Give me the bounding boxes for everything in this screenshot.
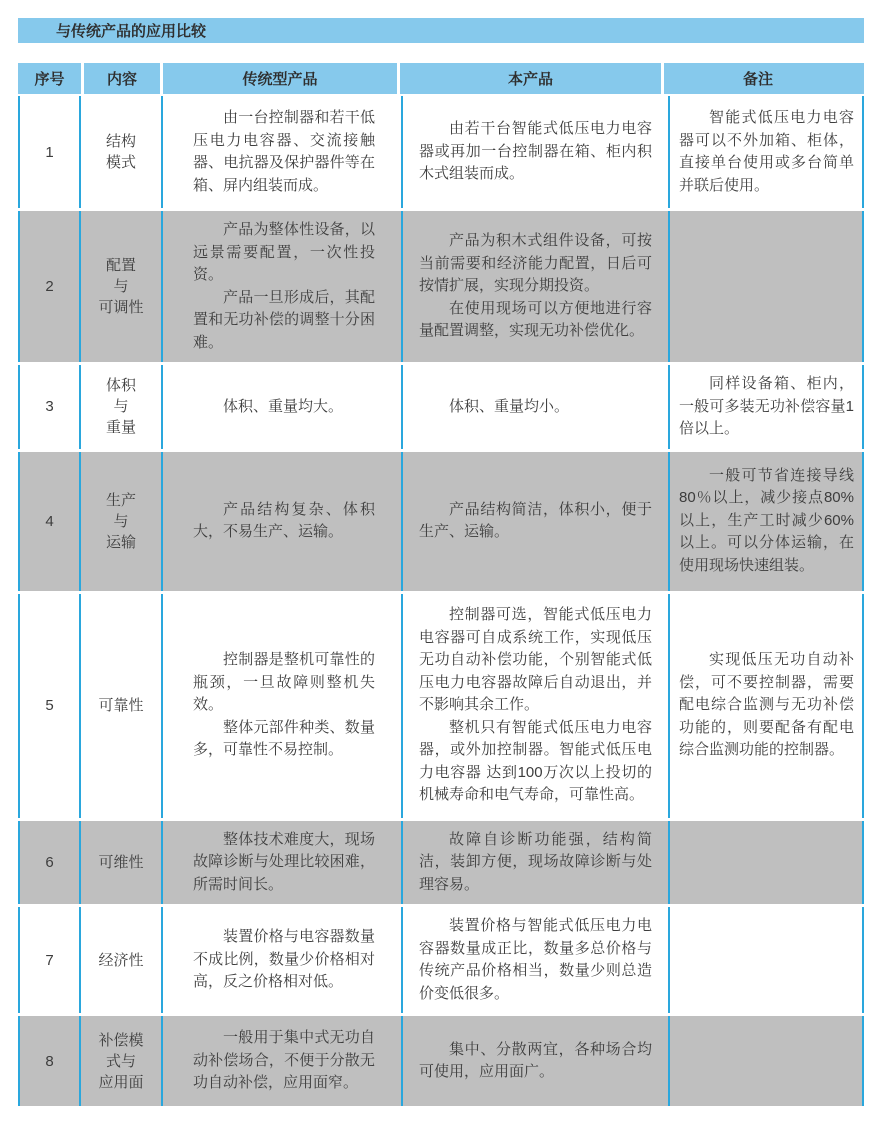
cell-no: 4 (18, 452, 81, 591)
paragraph: 控制器可选，智能式低压电力电容器可自成系统工作，实现低压无功自动补偿功能，个别智能式低压电力电容器故障后自动退出，并不影响其余工作。 (419, 606, 652, 714)
cell-traditional (163, 907, 403, 1013)
cell-remark (670, 211, 864, 362)
content-line: 可调性 (98, 299, 144, 316)
cell-content (81, 907, 163, 1013)
table-row (18, 594, 864, 821)
cell-content (81, 594, 163, 818)
paragraph: 故障自诊断功能强，结构简洁，装卸方便，现场故障诊断与处理容易。 (419, 830, 652, 893)
section-title: 与传统产品的应用比较 (56, 23, 207, 40)
header-this-product: 本产品 (397, 63, 661, 94)
cell-no: 6 (18, 821, 81, 905)
header-traditional-product: 传统型产品 (160, 63, 397, 94)
paragraph: 整体技术难度大，现场故障诊断与处理比较困难，所需时间长。 (193, 830, 375, 893)
cell-remark (670, 907, 864, 1013)
content-line: 与 (113, 512, 129, 530)
content-line: 补偿模 (98, 1031, 144, 1049)
content-line: 重量 (105, 419, 136, 437)
content-line: 结构 (105, 133, 136, 150)
paragraph: 整机只有智能式低压电力电容器，或外加控制器。智能式低压电力电容器 达到100万次以上投切的机械寿命和电气寿命，可靠性高。 (419, 718, 652, 804)
paragraph: 同样设备箱、柜内，一般可多装无功补偿容量1倍以上。 (679, 375, 854, 437)
table-row (18, 452, 864, 594)
cell-remark (670, 821, 864, 905)
paragraph: 实现低压无功自动补偿，可不要控制器，需要配电综合监测与无功补偿功能的，则要配备有配电综合监测功能的控制器。 (679, 651, 854, 759)
content-line: 经济性 (98, 951, 144, 969)
paragraph: 一般可节省连接导线80％以上，减少接点80%以上，生产工时减少60%以上。可以分体运输，在使用现场快速组装。 (679, 466, 854, 574)
table-row (18, 907, 864, 1016)
cell-traditional (163, 365, 403, 449)
content-line: 可维性 (98, 853, 144, 871)
cell-no: 3 (18, 365, 81, 449)
paragraph: 产品结构复杂、体积大，不易生产、运输。 (193, 500, 375, 540)
cell-traditional (163, 821, 403, 905)
cell-traditional (163, 96, 403, 208)
content-line: 体积 (105, 377, 136, 395)
paragraph: 一般用于集中式无功自动补偿场合，不便于分散无功自动补偿，应用面窄。 (193, 1029, 375, 1092)
cell-content (81, 1016, 163, 1106)
cell-no: 1 (18, 96, 81, 208)
content-line: 配置 (105, 257, 136, 274)
cell-remark (670, 1016, 864, 1106)
cell-remark (670, 452, 864, 591)
cell-remark (670, 594, 864, 818)
content-line: 与 (113, 398, 129, 416)
content-line: 生产 (105, 491, 136, 509)
cell-no: 8 (18, 1016, 81, 1106)
paragraph: 智能式低压电力电容器可以不外加箱、柜体，直接单台使用或多台简单并联后使用。 (679, 109, 854, 194)
content-line: 模式 (105, 154, 136, 171)
cell-remark (670, 96, 864, 208)
cell-product (403, 907, 670, 1013)
paragraph: 装置价格与智能式低压电力电容器数量成正比，数量多总价格与传统产品价格相当，数量少则总造价变低很多。 (419, 917, 652, 1002)
paragraph: 整体元部件种类、数量多，可靠性不易控制。 (193, 718, 375, 759)
cell-product (403, 821, 670, 905)
cell-product (403, 594, 670, 818)
content-line: 应用面 (98, 1073, 144, 1091)
paragraph: 体积、重量均小。 (449, 397, 570, 415)
cell-traditional (163, 1016, 403, 1106)
table-header-row (18, 63, 864, 94)
cell-content (81, 821, 163, 905)
paragraph: 体积、重量均大。 (223, 397, 344, 415)
section-title-bar (18, 18, 864, 43)
cell-traditional (163, 594, 403, 818)
paragraph: 由一台控制器和若干低压电力电容器、交流接触器、电抗器及保护器件等在箱、屏内组装而成。 (193, 109, 375, 194)
cell-product (403, 1016, 670, 1106)
content-line: 式与 (105, 1052, 136, 1070)
paragraph: 在使用现场可以方便地进行容量配置调整，实现无功补偿优化。 (419, 299, 652, 340)
cell-product (403, 365, 670, 449)
cell-content (81, 211, 163, 362)
paragraph: 产品为整体性设备，以远景需要配置，一次性投资。 (193, 221, 375, 283)
paragraph: 产品结构简洁，体积小，便于生产、运输。 (419, 500, 652, 540)
cell-product (403, 96, 670, 208)
paragraph: 产品一旦形成后，其配置和无功补偿的调整十分困难。 (193, 288, 375, 351)
header-remark: 备注 (661, 63, 852, 94)
table-body (18, 96, 864, 1109)
cell-product (403, 452, 670, 591)
cell-content (81, 365, 163, 449)
cell-no: 7 (18, 907, 81, 1013)
paragraph: 集中、分散两宜，各种场合均可使用，应用面广。 (419, 1040, 652, 1080)
cell-no: 2 (18, 211, 81, 362)
table-row (18, 1016, 864, 1109)
cell-product (403, 211, 670, 362)
header-content: 内容 (81, 63, 160, 94)
cell-traditional (163, 452, 403, 591)
content-line: 与 (113, 278, 129, 295)
comparison-table (18, 63, 864, 1109)
cell-no: 5 (18, 594, 81, 818)
cell-remark (670, 365, 864, 449)
table-row (18, 96, 864, 211)
paragraph: 产品为积木式组件设备，可按当前需要和经济能力配置，日后可按情扩展，实现分期投资。 (419, 232, 652, 295)
cell-content (81, 96, 163, 208)
table-row (18, 211, 864, 365)
content-line: 可靠性 (98, 697, 144, 714)
header-no: 序号 (34, 71, 65, 88)
paragraph: 装置价格与电容器数量不成比例，数量少价格相对高，反之价格相对低。 (193, 928, 375, 991)
table-row (18, 365, 864, 452)
cell-content (81, 452, 163, 591)
paragraph: 由若干台智能式低压电力电容器或再加一台控制器在箱、柜内积木式组装而成。 (419, 120, 652, 183)
content-line: 运输 (105, 533, 136, 551)
cell-traditional (163, 211, 403, 362)
table-row (18, 821, 864, 908)
paragraph: 控制器是整机可靠性的瓶颈，一旦故障则整机失效。 (193, 651, 375, 714)
